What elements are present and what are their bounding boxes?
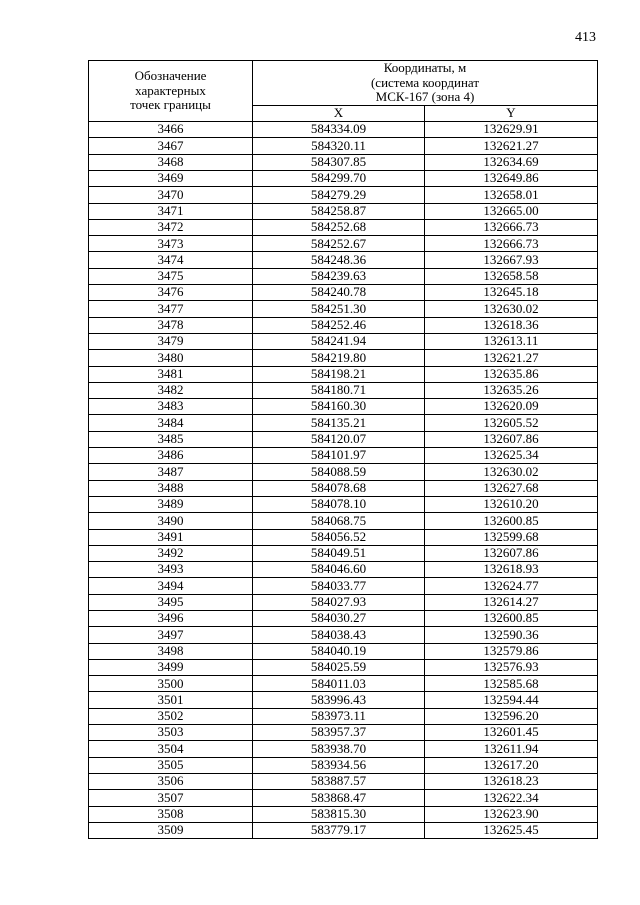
x-coordinate-cell: 584101.97	[253, 448, 425, 464]
point-id-cell: 3489	[89, 496, 253, 512]
point-id-cell: 3472	[89, 219, 253, 235]
x-coordinate-cell: 584258.87	[253, 203, 425, 219]
point-id-cell: 3495	[89, 594, 253, 610]
y-coordinate-cell: 132600.85	[425, 610, 598, 626]
x-coordinate-cell: 584320.11	[253, 138, 425, 154]
x-coordinate-cell: 583868.47	[253, 790, 425, 806]
header-point-designation	[89, 61, 253, 122]
point-id-cell: 3501	[89, 692, 253, 708]
point-id-cell: 3471	[89, 203, 253, 219]
table-row	[89, 627, 598, 643]
table-row	[89, 301, 598, 317]
x-coordinate-cell: 583934.56	[253, 757, 425, 773]
x-coordinate-cell: 584180.71	[253, 382, 425, 398]
point-id-cell: 3483	[89, 399, 253, 415]
table-row	[89, 790, 598, 806]
point-id-cell: 3506	[89, 773, 253, 789]
x-coordinate-cell: 584252.67	[253, 236, 425, 252]
x-coordinate-cell: 584252.46	[253, 317, 425, 333]
x-coordinate-cell: 584030.27	[253, 610, 425, 626]
page-number: 413	[575, 30, 596, 45]
point-id-cell: 3504	[89, 741, 253, 757]
y-coordinate-cell: 132624.77	[425, 578, 598, 594]
point-id-cell: 3500	[89, 676, 253, 692]
y-coordinate-cell: 132576.93	[425, 659, 598, 675]
table-row	[89, 806, 598, 822]
point-id-cell: 3479	[89, 333, 253, 349]
y-coordinate-cell: 132666.73	[425, 219, 598, 235]
point-id-cell: 3503	[89, 725, 253, 741]
x-coordinate-cell: 584025.59	[253, 659, 425, 675]
point-id-cell: 3507	[89, 790, 253, 806]
table-row	[89, 708, 598, 724]
point-id-cell: 3470	[89, 187, 253, 203]
y-coordinate-cell: 132618.23	[425, 773, 598, 789]
y-coordinate-cell: 132596.20	[425, 708, 598, 724]
point-id-cell: 3468	[89, 154, 253, 170]
x-coordinate-cell: 584248.36	[253, 252, 425, 268]
y-coordinate-cell: 132629.91	[425, 122, 598, 138]
y-coordinate-cell: 132607.86	[425, 545, 598, 561]
y-coordinate-cell: 132635.26	[425, 382, 598, 398]
point-id-cell: 3474	[89, 252, 253, 268]
table-row	[89, 285, 598, 301]
table-row	[89, 236, 598, 252]
y-coordinate-cell: 132618.93	[425, 562, 598, 578]
y-coordinate-cell: 132667.93	[425, 252, 598, 268]
point-id-cell: 3496	[89, 610, 253, 626]
table-row	[89, 252, 598, 268]
y-coordinate-cell: 132658.01	[425, 187, 598, 203]
x-coordinate-cell: 584252.68	[253, 219, 425, 235]
table-body	[89, 122, 598, 839]
point-id-cell: 3473	[89, 236, 253, 252]
x-coordinate-cell: 584068.75	[253, 513, 425, 529]
y-coordinate-cell: 132627.68	[425, 480, 598, 496]
y-coordinate-cell: 132658.58	[425, 268, 598, 284]
x-coordinate-cell: 584307.85	[253, 154, 425, 170]
point-id-cell: 3488	[89, 480, 253, 496]
point-id-cell: 3481	[89, 366, 253, 382]
table-row	[89, 773, 598, 789]
table-row	[89, 725, 598, 741]
table-row	[89, 757, 598, 773]
y-coordinate-cell: 132666.73	[425, 236, 598, 252]
x-coordinate-cell: 584219.80	[253, 350, 425, 366]
y-coordinate-cell: 132585.68	[425, 676, 598, 692]
x-coordinate-cell: 583996.43	[253, 692, 425, 708]
y-coordinate-cell: 132613.11	[425, 333, 598, 349]
x-coordinate-cell: 584135.21	[253, 415, 425, 431]
x-coordinate-cell: 584120.07	[253, 431, 425, 447]
x-coordinate-cell: 584241.94	[253, 333, 425, 349]
table-row	[89, 333, 598, 349]
y-coordinate-cell: 132579.86	[425, 643, 598, 659]
table-row	[89, 382, 598, 398]
point-id-cell: 3480	[89, 350, 253, 366]
point-id-cell: 3485	[89, 431, 253, 447]
header-coordinates	[253, 61, 598, 106]
table-row	[89, 676, 598, 692]
table-row	[89, 448, 598, 464]
table-row	[89, 529, 598, 545]
y-coordinate-cell: 132665.00	[425, 203, 598, 219]
point-id-cell: 3475	[89, 268, 253, 284]
point-id-cell: 3498	[89, 643, 253, 659]
y-coordinate-cell: 132600.85	[425, 513, 598, 529]
table-row	[89, 203, 598, 219]
x-coordinate-cell: 584334.09	[253, 122, 425, 138]
x-coordinate-cell: 584038.43	[253, 627, 425, 643]
x-coordinate-cell: 584239.63	[253, 268, 425, 284]
table-row	[89, 496, 598, 512]
table-row	[89, 594, 598, 610]
header-coordinates-line: Координаты, м	[383, 60, 467, 75]
x-coordinate-cell: 583973.11	[253, 708, 425, 724]
y-coordinate-cell: 132634.69	[425, 154, 598, 170]
point-id-cell: 3502	[89, 708, 253, 724]
table-row	[89, 219, 598, 235]
point-id-cell: 3491	[89, 529, 253, 545]
point-id-cell: 3484	[89, 415, 253, 431]
x-coordinate-cell: 584299.70	[253, 170, 425, 186]
y-coordinate-cell: 132625.45	[425, 822, 598, 838]
x-coordinate-cell: 584046.60	[253, 562, 425, 578]
point-id-cell: 3508	[89, 806, 253, 822]
y-coordinate-cell: 132621.27	[425, 350, 598, 366]
y-coordinate-cell: 132614.27	[425, 594, 598, 610]
point-id-cell: 3499	[89, 659, 253, 675]
x-coordinate-cell: 584078.68	[253, 480, 425, 496]
header-point-designation-line: характерных	[135, 82, 206, 98]
header-x: X	[253, 105, 425, 121]
x-coordinate-cell: 584160.30	[253, 399, 425, 415]
table-row	[89, 399, 598, 415]
y-coordinate-cell: 132611.94	[425, 741, 598, 757]
coordinates-table	[88, 60, 598, 839]
y-coordinate-cell: 132620.09	[425, 399, 598, 415]
y-coordinate-cell: 132599.68	[425, 529, 598, 545]
y-coordinate-cell: 132605.52	[425, 415, 598, 431]
x-coordinate-cell: 584078.10	[253, 496, 425, 512]
y-coordinate-cell: 132630.02	[425, 301, 598, 317]
table-row	[89, 366, 598, 382]
x-coordinate-cell: 584027.93	[253, 594, 425, 610]
header-coordinates-line: (система координат	[370, 74, 480, 90]
x-coordinate-cell: 584033.77	[253, 578, 425, 594]
point-id-cell: 3490	[89, 513, 253, 529]
x-coordinate-cell: 583887.57	[253, 773, 425, 789]
point-id-cell: 3486	[89, 448, 253, 464]
y-coordinate-cell: 132590.36	[425, 627, 598, 643]
x-coordinate-cell: 584040.19	[253, 643, 425, 659]
point-id-cell: 3477	[89, 301, 253, 317]
table-row	[89, 154, 598, 170]
x-coordinate-cell: 583779.17	[253, 822, 425, 838]
y-coordinate-cell: 132623.90	[425, 806, 598, 822]
table-row	[89, 431, 598, 447]
table-row	[89, 513, 598, 529]
point-id-cell: 3487	[89, 464, 253, 480]
table-row	[89, 317, 598, 333]
table-row	[89, 692, 598, 708]
x-coordinate-cell: 584279.29	[253, 187, 425, 203]
point-id-cell: 3505	[89, 757, 253, 773]
table-row	[89, 578, 598, 594]
y-coordinate-cell: 132601.45	[425, 725, 598, 741]
x-coordinate-cell: 584240.78	[253, 285, 425, 301]
point-id-cell: 3492	[89, 545, 253, 561]
table-row	[89, 187, 598, 203]
point-id-cell: 3509	[89, 822, 253, 838]
table-row	[89, 741, 598, 757]
header-coordinates-line: МСК-167 (зона 4)	[375, 89, 475, 105]
table-row	[89, 480, 598, 496]
x-coordinate-cell: 583815.30	[253, 806, 425, 822]
x-coordinate-cell: 583957.37	[253, 725, 425, 741]
y-coordinate-cell: 132617.20	[425, 757, 598, 773]
y-coordinate-cell: 132618.36	[425, 317, 598, 333]
y-coordinate-cell: 132630.02	[425, 464, 598, 480]
y-coordinate-cell: 132621.27	[425, 138, 598, 154]
x-coordinate-cell: 584011.03	[253, 676, 425, 692]
y-coordinate-cell: 132622.34	[425, 790, 598, 806]
table-row	[89, 545, 598, 561]
x-coordinate-cell: 584088.59	[253, 464, 425, 480]
header-point-designation-line: Обозначение	[134, 68, 207, 84]
point-id-cell: 3469	[89, 170, 253, 186]
x-coordinate-cell: 584056.52	[253, 529, 425, 545]
x-coordinate-cell: 584251.30	[253, 301, 425, 317]
x-coordinate-cell: 584198.21	[253, 366, 425, 382]
point-id-cell: 3494	[89, 578, 253, 594]
point-id-cell: 3467	[89, 138, 253, 154]
table-row	[89, 268, 598, 284]
y-coordinate-cell: 132625.34	[425, 448, 598, 464]
point-id-cell: 3478	[89, 317, 253, 333]
point-id-cell: 3476	[89, 285, 253, 301]
x-coordinate-cell: 584049.51	[253, 545, 425, 561]
table-row	[89, 562, 598, 578]
point-id-cell: 3482	[89, 382, 253, 398]
table-row	[89, 170, 598, 186]
point-id-cell: 3493	[89, 562, 253, 578]
table-row	[89, 350, 598, 366]
y-coordinate-cell: 132645.18	[425, 285, 598, 301]
table-row	[89, 659, 598, 675]
table-row	[89, 415, 598, 431]
table-row	[89, 122, 598, 138]
table-row	[89, 610, 598, 626]
table-row	[89, 464, 598, 480]
y-coordinate-cell: 132635.86	[425, 366, 598, 382]
y-coordinate-cell: 132607.86	[425, 431, 598, 447]
table-header	[89, 61, 598, 122]
x-coordinate-cell: 583938.70	[253, 741, 425, 757]
table-row	[89, 138, 598, 154]
table-row	[89, 822, 598, 838]
point-id-cell: 3497	[89, 627, 253, 643]
header-y: Y	[425, 105, 598, 121]
point-id-cell: 3466	[89, 122, 253, 138]
y-coordinate-cell: 132594.44	[425, 692, 598, 708]
header-point-designation-line: точек границы	[130, 97, 211, 113]
y-coordinate-cell: 132610.20	[425, 496, 598, 512]
y-coordinate-cell: 132649.86	[425, 170, 598, 186]
table-row	[89, 643, 598, 659]
